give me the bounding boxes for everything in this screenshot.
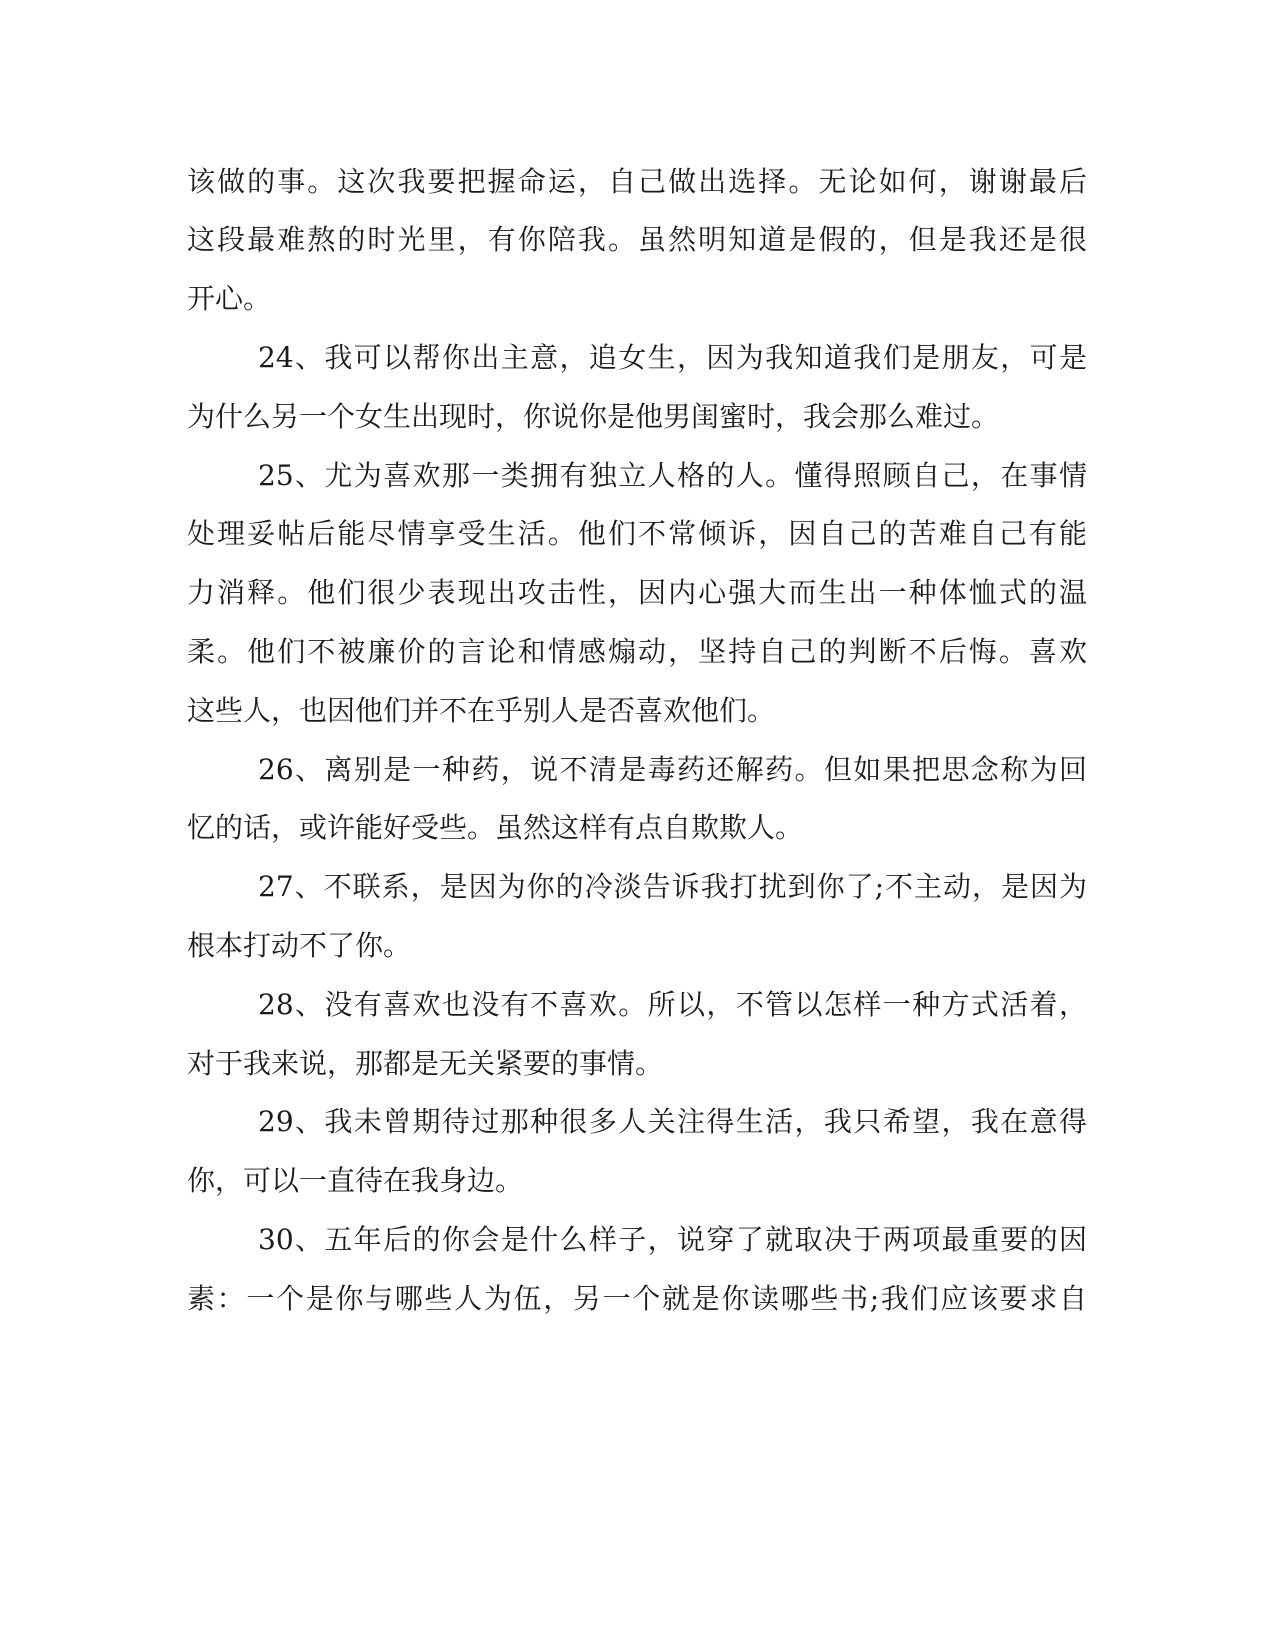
paragraph-first-line: 25、尤为喜欢那一类拥有独立人格的人。懂得照顾自己，在事情 bbox=[258, 459, 1087, 492]
text-line: 你，可以一直待在我身边。 bbox=[187, 1164, 524, 1197]
paragraph-first-line: 28、没有喜欢也没有不喜欢。所以，不管以怎样一种方式活着， bbox=[258, 988, 1087, 1021]
text-line: 力消释。他们很少表现出攻击性，因内心强大而生出一种体恤式的温 bbox=[187, 576, 1087, 609]
text-line: 这些人，也因他们并不在乎别人是否喜欢他们。 bbox=[187, 694, 776, 727]
text-line: 忆的话，或许能好受些。虽然这样有点自欺欺人。 bbox=[187, 811, 804, 844]
text-line: 素：一个是你与哪些人为伍，另一个就是你读哪些书;我们应该要求自 bbox=[187, 1282, 1087, 1315]
text-line: 为什么另一个女生出现时，你说你是他男闺蜜时，我会那么难过。 bbox=[187, 400, 1000, 433]
text-line: 处理妥帖后能尽情享受生活。他们不常倾诉，因自己的苦难自己有能 bbox=[187, 517, 1087, 550]
text-line: 该做的事。这次我要把握命运，自己做出选择。无论如何，谢谢最后 bbox=[187, 165, 1087, 198]
text-line: 这段最难熬的时光里，有你陪我。虽然明知道是假的，但是我还是很 bbox=[187, 223, 1087, 256]
text-line: 对于我来说，那都是无关紧要的事情。 bbox=[187, 1047, 664, 1080]
text-line: 柔。他们不被廉价的言论和情感煽动，坚持自己的判断不后悔。喜欢 bbox=[187, 635, 1087, 668]
text-line: 根本打动不了你。 bbox=[187, 929, 412, 962]
paragraph-first-line: 30、五年后的你会是什么样子，说穿了就取决于两项最重要的因 bbox=[258, 1223, 1087, 1256]
text-line: 开心。 bbox=[187, 282, 272, 315]
paragraph-first-line: 29、我未曾期待过那种很多人关注得生活，我只希望，我在意得 bbox=[258, 1105, 1087, 1138]
paragraph-first-line: 26、离别是一种药，说不清是毒药还解药。但如果把思念称为回 bbox=[258, 753, 1087, 786]
paragraph-first-line: 24、我可以帮你出主意，追女生，因为我知道我们是朋友，可是 bbox=[258, 341, 1087, 374]
paragraph-first-line: 27、不联系，是因为你的冷淡告诉我打扰到你了;不主动，是因为 bbox=[258, 870, 1087, 903]
